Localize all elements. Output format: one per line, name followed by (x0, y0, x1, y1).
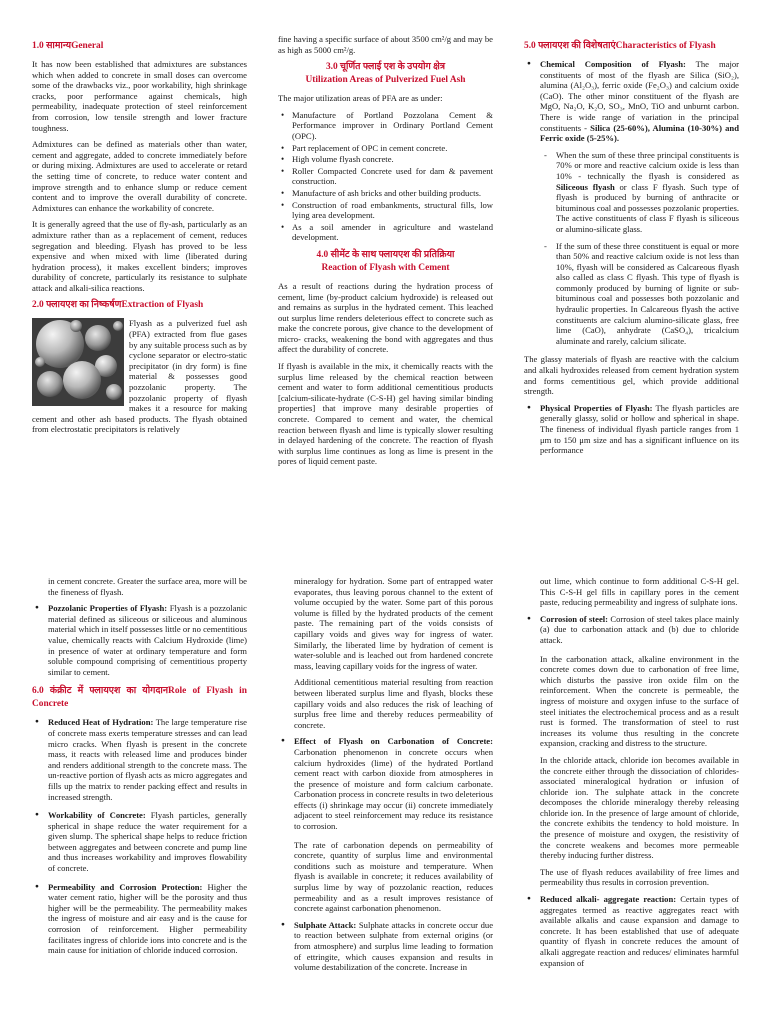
sulphate-list (278, 920, 493, 973)
list-item: • High volume flyash concrete. (278, 154, 493, 165)
list-item: ● Effect of Flyash on Carbonation of Concrete: Carbonation phenomenon in concrete occurs when calcium hydroxides (lime) of the hydrated Portland cement react with carbon dioxide from atmospheres in the presence of moisture and form calcium carbonate. Carbonation process in concrete results in two deleterious effects (i) shrinkage may occur (ii) concrete immediately adjacent to steel reinforcement may reduce its resistance to corrosion. (278, 736, 493, 831)
paragraph: The major utilization areas of PFA are as under: (278, 93, 443, 104)
section-heading-reaction: 4.0 सीमेंट के साथ फ्लायएश की प्रतिक्रिया Reaction of Flyash with Cement (316, 249, 455, 273)
list-item: • Manufacture of Portland Pozzolana Cement & Performance improver in Ordinary Portland Cement (OPC). (278, 110, 493, 142)
paragraph: The glassy materials of flyash are reactive with the calcium and alkali hydroxides released from cement hydration system and forms cementitious gel, which provide additional strength. (524, 354, 739, 397)
list-item: • As a soil amender in agriculture and wasteland development. (278, 222, 493, 243)
list-item: ● Reduced Heat of Hydration: The large temperature rise of concrete mass exerts temperature stresses and can lead micro cracks. When flyash is present in the concrete mass, it reacts with released lime and produces binder and renders additional strength to the concrete mass. The un-reactive portion of flyash acts as micro aggregates and fills up the matrix to render packing effect and results in increased strength. (32, 717, 247, 802)
bottom-panel (0, 570, 768, 1024)
page-divider (0, 556, 768, 570)
list-item: ● Workability of Concrete: Flyash particles, generally spherical in shape reduce the water requirement for a given slump. The spherical shape helps to reduce friction between aggregates and between concrete and pump line and thus increases workability and improves flowability of concrete. (32, 810, 247, 874)
flyash-micrograph-image (32, 318, 124, 406)
list-item: ● Reduced alkali- aggregate reaction: Certain types of aggregates termed as reactive aggregates react with available alkalis and cause expansion and damage to concrete. It has been established that use of adequate quantity of flyash in concrete reduces the amount of alkali aggregate reaction and reduces/ eliminates harmful expansion of (524, 894, 739, 968)
section-heading-general: 1.0 सामान्यGeneral (32, 41, 104, 51)
list-item: ● Chemical Composition of Flyash: The major constituents of most of the flyash are Silica (SiO₂), alumina (Al₂O₃), ferric oxide (Fe₂O₃) and calcium oxide (CaO). The other minor constituent of the flyash are MgO, Na₂O, K₂O, SO₃, MnO, TiO and unburnt carbon. There is wide range of variation in the principal constituents - Silica (25-60%), Alumina (10-30%) and Ferric oxide (5-25%). - When the sum of these three principal constituents is 70% or more and reactive calcium oxide is less than 10% - technically the flyash is considered as Siliceous flyash or class F flyash. Such type of flyash is produced by burning of anthracite or bituminous coal and possesses pozzolanic properties. The active constituents of class F flyash is siliceous or alumino-silicate glass. - If the sum of these three constituent is equal or more than 50% and reactive calcium oxide is not less than 10%, flyash will be considered as Calcareous flyash also called as class C flyash. This type of flyash is commonly produced by burning of lignite or sub-bituminous coal and possesses both pozzolanic and hydraulic properties. In Calcareous flyash the active constituents are calcium alumino-silicate glass, free lime (CaO), anhydrate (CaSO₄), tricalcium aluminate and rarely, calcium silicate. (524, 59, 739, 346)
physical-properties-list (524, 403, 739, 456)
list-item: ● Permeability and Corrosion Protection: Higher the water cement ratio, higher will be the porosity and thus higher will be the permeability. The permeability makes the ingress of moisture and air easy and is the cause for corrosion of reinforcement. Higher permeability facilitates ingress of chloride ions into concrete and is the main cause for initiation of chloride induced corrosion. (32, 882, 247, 956)
section-heading-characteristics: 5.0 फ्लायएश की विशेषताएंCharacteristics of Flyash (524, 41, 716, 51)
paragraph: Flyash as a pulverized fuel ash (PFA) extracted from flue gases by any suitable process such as by cyclone separator or electro-static precipitator (in dry form) is fine material & possesses good pozzolanic property. The pozzolanic property of flyash makes it a resource for making cement and other ash based products. The flyash obtained from electrostatic precipitators is relatively (32, 318, 247, 435)
paragraph: If flyash is available in the mix, it chemically reacts with the surplus lime released by the chemical reaction between cement and water to form additional cementitious products [calcium-silicate-hydrate (C-S-H) gel having similar binding properties] that improve many desirable properties of concrete. Compared to cement and water, the chemical reaction between flyash and lime is typically slower resulting in delayed hardening of the concrete. The reaction of flyash with surplus lime continues as long as lime is present in the pores of liquid cement paste. (278, 361, 493, 467)
role-in-concrete-list (32, 717, 247, 955)
paragraph: mineralogy for hydration. Some part of entrapped water evaporates, thus leaving porous channel to the extent of volume occupied by the water. Some part of this porous volume is filled by the hydrated products of the cement paste. The remaining part of the voids consists of capillary voids and gives way for ingress of water. Similarly, the liberated lime by hydration of cement is water-soluble and is leached out from hardened concrete mass, leaving capillary voids for the ingress of water. (294, 576, 493, 671)
list-item: - When the sum of these three principal constituents is 70% or more and reactive calcium oxide is less than 10% - technically the flyash is considered as Siliceous flyash or class F flyash. Such type of flyash is produced by burning of anthracite or bituminous coal and possesses pozzolanic properties. The active constituents of class F flyash is siliceous or alumino-silicate glass. (540, 150, 739, 235)
section-heading-role: 6.0 कंक्रीट में फ्लायएश का योगदानRole of Flyash in Concrete (32, 686, 247, 710)
top-column-3 (524, 36, 739, 551)
paragraph: It has now been established that admixtures are substances which when added to concrete in small doses can overcome some of the drawbacks viz., poor workability, high shrinkage cracks, poor performance against chemicals, high permeability, inadequate protection of steel reinforcement from corrosion, low tensile strength and lower fracture toughness. (32, 59, 247, 133)
section-heading-utilization: 3.0 चूर्णित फ्लाई एश के उपयोग क्षेत्र Utilization Areas of Pulverized Fuel Ash (305, 62, 466, 86)
paragraph: Admixtures can be defined as materials other than water, cement and aggregate, added to concrete immediately before or during mixing. Admixtures are used to accelerate or retard the setting time of concrete, to reduce water content and improve strength and to enhance slump or reduce cement content and to improve the overall durability of concrete. Admixtures can enhance the workability of concrete. (32, 139, 247, 213)
flyash-class-list (540, 150, 739, 347)
top-column-1 (32, 36, 247, 551)
list-item: ● Corrosion of steel: Corrosion of steel takes place mainly (a) due to carbonation attack and (b) due to chloride attack. (524, 614, 739, 646)
list-item: ● Sulphate Attack: Sulphate attacks in concrete occur due to reaction between sulphate from external origins (or from atmosphere) and surplus lime leading to formation of ettringite, which causes expansion and results in volume destabilization of the concrete. Increase in (278, 920, 493, 973)
paragraph: In the carbonation attack, alkaline environment in the concrete comes down due to carbonation of free lime, which disturbs the passive iron oxide film on the reinforcement. When the concrete is permeable, the ingress of moisture and oxygen infuse to the surface of steel initiates the electrochemical process and as a result rust is formed. The transformation of steel to rust increases its volume thus resulting in the concrete expansion, cracking and distress to the structure. (540, 653, 739, 749)
paragraph: Additional cementitious material resulting from reaction between liberated surplus lime and flyash, blocks these capillary voids and also reduces the risk of leaching of surplus free lime and thereby reduces permeability of concrete. (294, 677, 493, 730)
paragraph: The rate of carbonation depends on permeability of concrete, quantity of surplus lime and environmental conditions such as moisture and temperature. When flyash is available in concrete; it reduces availability of surplus lime by way of pozzolanic reaction, reduces permeability and as a result improves resistance of concrete against carbonation phenomenon. (294, 839, 493, 914)
utilization-list (278, 110, 493, 243)
list-item: • Part replacement of OPC in cement concrete. (278, 143, 493, 154)
list-item: - If the sum of these three constituent is equal or more than 50% and reactive calcium oxide is not less than 10%, flyash will be considered as Calcareous flyash also called as class C flyash. This type of flyash is commonly produced by burning of lignite or sub-bituminous coal and possesses both pozzolanic and hydraulic properties. In Calcareous flyash the active constituents are calcium alumino-silicate glass, free lime (CaO), anhydrate (CaSO₄), tricalcium aluminate and rarely, calcium silicate. (540, 241, 739, 347)
list-item: ● Pozzolanic Properties of Flyash: Flyash is a pozzolanic material defined as siliceous or siliceous and aluminous material which in itself possesses little or no cementitious value, chemically reacts with Calcium Hydroxide (lime) in presence of water at ordinary temperature and form soluble compound comprising of cementitious property similar to cement. (32, 603, 247, 677)
list-item: • Roller Compacted Concrete used for dam & pavement construction. (278, 166, 493, 187)
bottom-column-1 (32, 576, 247, 1024)
paragraph: in cement concrete. Greater the surface area, more will be the fineness of flyash. (48, 576, 247, 597)
bottom-column-3 (524, 576, 739, 1024)
paragraph: As a result of reactions during the hydration process of cement, lime (by-product calcium hydroxide) is released out and remains as surplus in the hydrated cement. This leached out surplus lime renders deleterious effect to concrete such as make the concrete porous, give chance to the development of micro- cracks, weakening the bond with aggregates and thus affect the durability of concrete. (278, 280, 493, 355)
paragraph: It is generally agreed that the use of fly-ash, particularly as an admixture rather than as a replacement of cement, reduces segregation and bleeding. Flyash has proved to be less expensive and when mixed with lime (liberated during hydration process), it makes excellent binders; improves durability of concrete, particularly its resistance to sulphate attack and alkali-silica reactions. (32, 219, 247, 293)
paragraph: The use of flyash reduces availability of free limes and permeability thus results in corrosion prevention. (540, 866, 739, 888)
list-item: ● Physical Properties of Flyash: The flyash particles are generally glassy, solid or hollow and spherical in shape. The fineness of individual flyash particle ranges from 1 μm to 150 μm size and has a significant influence on its performance (524, 403, 739, 456)
paragraph: fine having a specific surface of about 3500 cm²/g and may be as high as 5000 cm²/g. (278, 34, 493, 55)
alkali-aggregate-list (524, 894, 739, 968)
top-column-2 (278, 34, 493, 551)
bottom-column-2 (278, 576, 493, 1024)
paragraph: In the chloride attack, chloride ion becomes available in the concrete either through the dissociation of chlorides-associated mineralogical hydration or infusion of chloride ion. The sulphate attack in the concrete decomposes the chloride mineralogy thereby releasing chloride ion. In the presence of large amount of chloride, the concrete exhibits the tendency to hold moisture. In the presence of moisture and oxygen, the resistivity of the concrete weakens and becomes more permeable thereby inducing further distress. (540, 754, 739, 861)
section-heading-extraction: 2.0 फ्लायएश का निष्कर्षणExtraction of Flyash (32, 300, 204, 311)
list-item: • Construction of road embankments, structural fills, low lying area development. (278, 200, 493, 221)
list-item: • Manufacture of ash bricks and other building products. (278, 188, 493, 199)
flyash-properties-list (32, 603, 247, 677)
paragraph: out lime, which continue to form additional C-S-H gel. This C-S-H gel fills in capillary pores in the cement paste, reducing permeability and ingress of sulphate ions. (540, 576, 739, 608)
characteristics-list (524, 59, 739, 346)
corrosion-list (524, 614, 739, 646)
carbonation-list (278, 736, 493, 831)
